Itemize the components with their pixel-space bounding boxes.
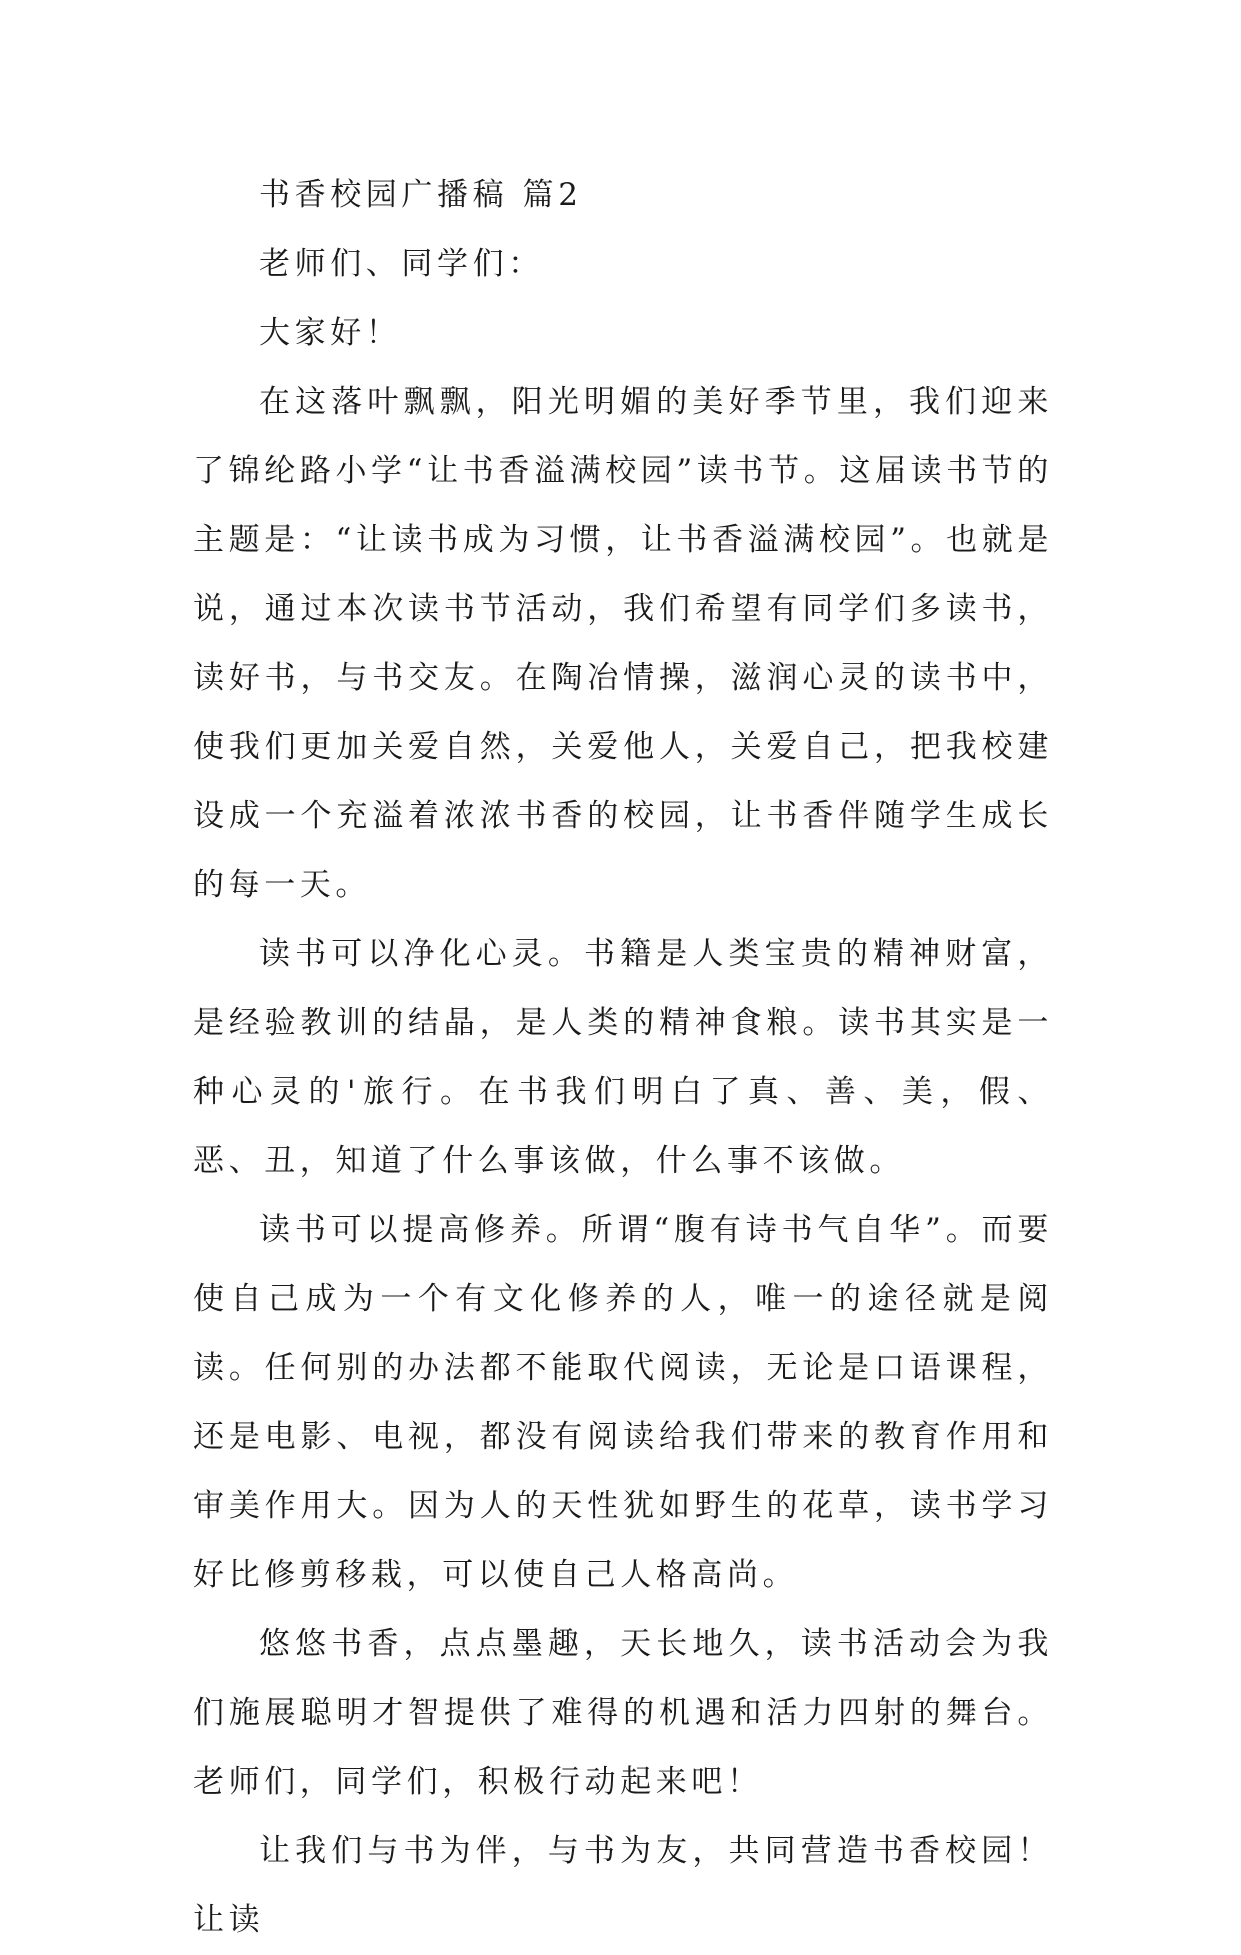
paragraph-3: 读书可以提高修养。所谓“腹有诗书气自华”。而要使自己成为一个有文化修养的人，唯一的途径就是阅读。任何别的办法都不能取代阅读，无论是口语课程，还是电影、电视，都没有阅读给我们带来的教育作用和审美作用大。因为人的天性犹如野生的花草，读书学习好比修剪移栽，可以使自己人格高尚。 <box>193 1212 1053 1593</box>
paragraph-1: 在这落叶飘飘，阳光明媚的美好季节里，我们迎来了锦纶路小学“让书香溢满校园”读书节。这届读书节的主题是：“让读书成为习惯，让书香溢满校园”。也就是说，通过本次读书节活动，我们希望有同学们多读书，读好书，与书交友。在陶冶情操，滋润心灵的读书中，使我们更加关爱自然，关爱他人，关爱自己，把我校建设成一个充溢着浓浓书香的校园，让书香伴随学生成长的每一天。 <box>193 384 1053 903</box>
paragraph-4: 悠悠书香，点点墨趣，天长地久，读书活动会为我们施展聪明才智提供了难得的机遇和活力四射的舞台。老师们，同学们，积极行动起来吧！ <box>193 1626 1053 1800</box>
paragraph-5: 让我们与书为伴，与书为友，共同营造书香校园！让读 <box>193 1833 1053 1938</box>
salutation: 老师们、同学们： <box>259 246 544 282</box>
paragraph-2: 读书可以净化心灵。书籍是人类宝贵的精神财富，是经验教训的结晶，是人类的精神食粮。读书其实是一种心灵的'旅行。在书我们明白了真、善、美，假、恶、丑，知道了什么事该做，什么事不该做。 <box>193 936 1053 1179</box>
greeting: 大家好！ <box>259 315 402 351</box>
document-body <box>193 161 1053 1955</box>
document-title: 书香校园广播稿 篇2 <box>259 177 583 213</box>
